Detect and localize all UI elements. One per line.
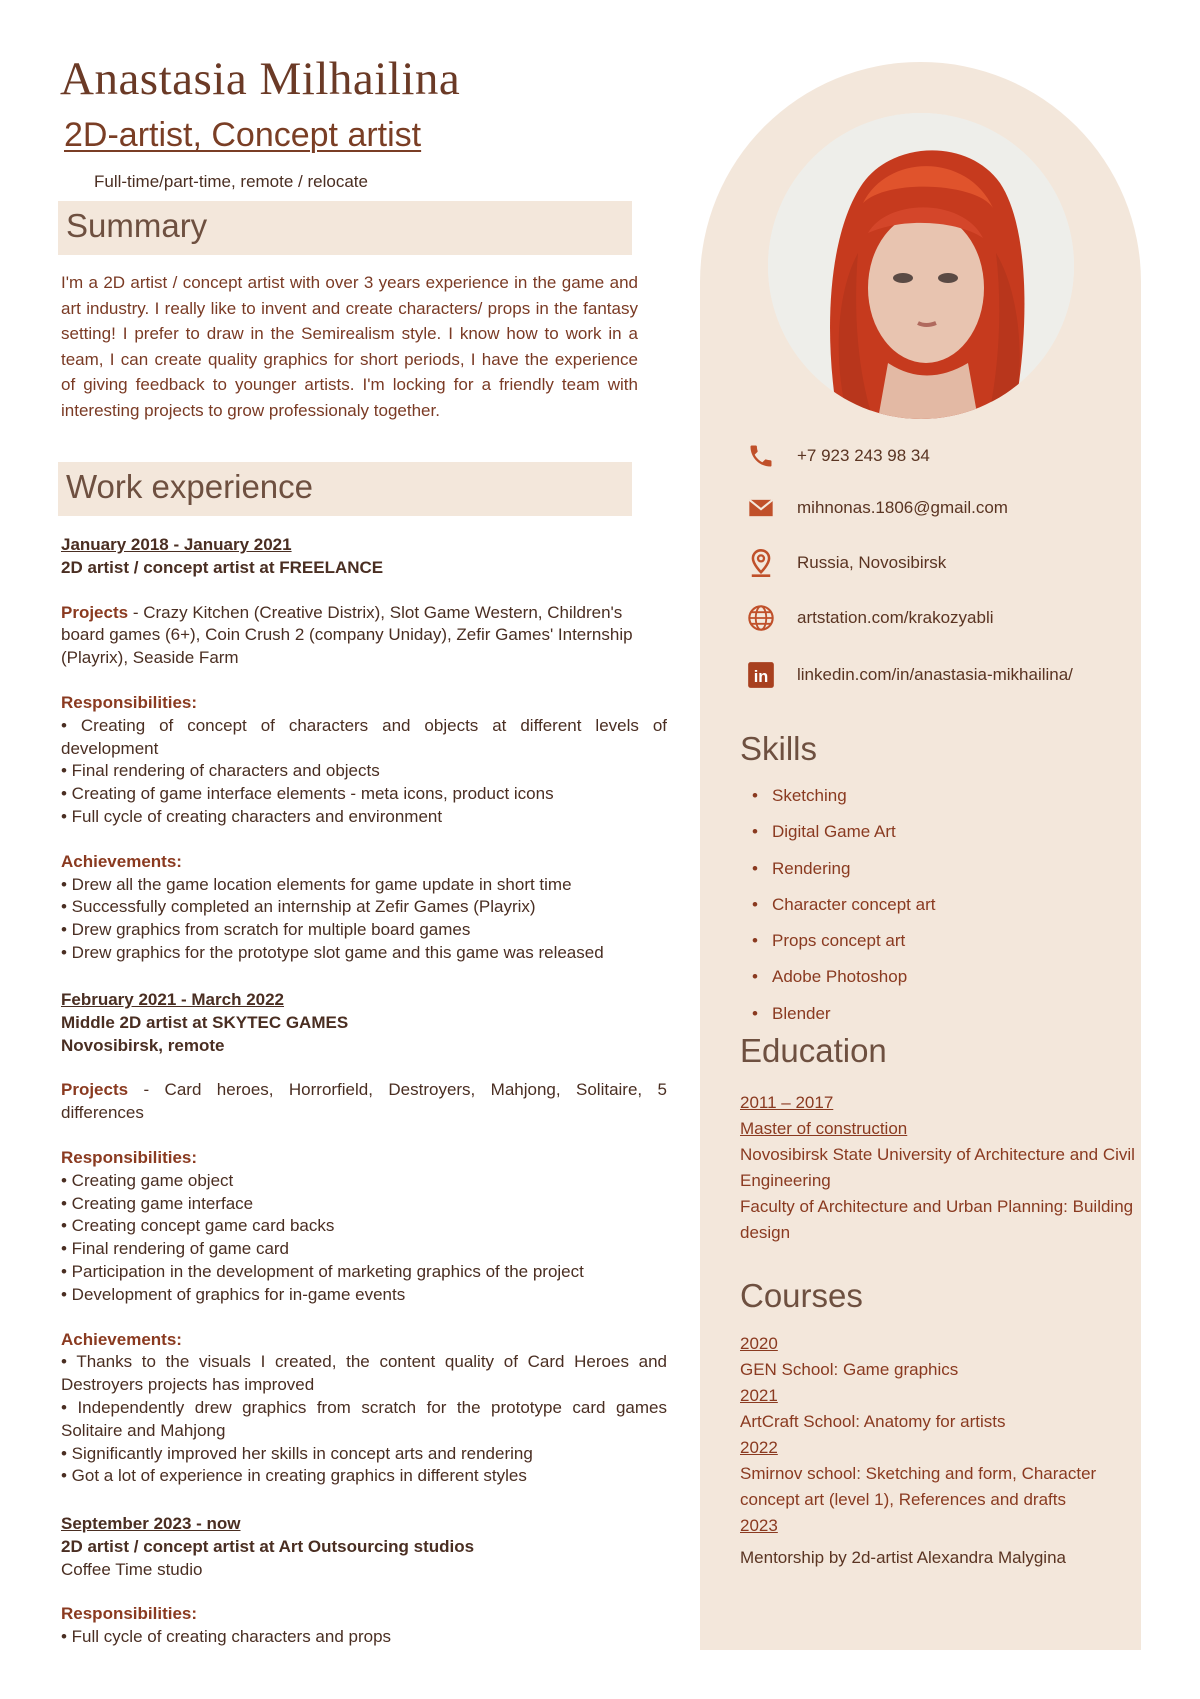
responsibilities-label: Responsibilities: [61, 1604, 198, 1624]
education-block [740, 1090, 1140, 1246]
responsibilities-label: Responsibilities: [61, 692, 198, 712]
achievements-label: Achievements: [61, 851, 182, 871]
list-item: • Full cycle of creating characters and environment [61, 806, 443, 826]
linkedin-link[interactable]: linkedin.com/in/anastasia-mikhailina/ [797, 665, 1073, 684]
list-item: • Development of graphics for in-game events [61, 1284, 406, 1304]
skill-item: • Props concept art [752, 923, 935, 959]
list-item: • Final rendering of characters and objects [61, 761, 380, 781]
list-item: • Creating game object [61, 1170, 234, 1190]
list-item: • Creating concept game card backs [61, 1216, 335, 1236]
mail-icon [745, 492, 777, 524]
linkedin-icon [745, 659, 777, 691]
list-item: • Creating game interface [61, 1193, 254, 1213]
location-text: Russia, Novosibirsk [797, 553, 947, 572]
contact-phone[interactable] [745, 439, 930, 473]
skill-item: • Sketching [752, 778, 935, 814]
contact-location [745, 546, 946, 580]
availability-text: Full-time/part-time, remote / relocate [94, 172, 368, 191]
contact-artstation[interactable] [745, 601, 994, 635]
list-item: • Drew graphics from scratch for multiple board games [61, 920, 471, 940]
skill-item: • Rendering [752, 851, 935, 887]
course-year: 2023 [740, 1516, 778, 1535]
candidate-name: Anastasia Milhailina [60, 53, 461, 105]
projects-label: Projects [61, 1080, 129, 1100]
education-degree: Master of construction [740, 1119, 908, 1138]
list-item: • Full cycle of creating characters and props [61, 1627, 392, 1647]
job-title: Middle 2D artist at SKYTEC GAMES [61, 1012, 349, 1032]
work-heading: Work experience [66, 468, 314, 505]
job-title: 2D artist / concept artist at FREELANCE [61, 557, 384, 577]
education-university: Novosibirsk State University of Architecture and Civil Engineering [740, 1145, 1135, 1190]
job-entry-2 [61, 989, 671, 1488]
projects-text: - Card heroes, Horrorfield, Destroyers, Mahjong, Solitaire, 5 differences [61, 1080, 667, 1123]
education-years: 2011 – 2017 [740, 1093, 834, 1112]
list-item: • Final rendering of game card [61, 1239, 290, 1259]
artstation-link[interactable]: artstation.com/krakozyabli [797, 608, 994, 627]
responsibilities-label: Responsibilities: [61, 1147, 198, 1167]
phone-text: +7 923 243 98 34 [797, 446, 930, 465]
summary-text: I'm a 2D artist / concept artist with over 3 years experience in the game and art industry. I really like to invent and create characters/ props in the fantasy setting! I prefer to draw in the Semirealism style. I know how to work in a team, I can create quality graphics for short periods, I have the experience of giving feedback to younger artists. I'm locking for a friendly team with interesting projects to grow professionaly together. [61, 273, 638, 420]
courses-block [740, 1331, 1140, 1571]
phone-icon [745, 440, 777, 472]
skills-heading: Skills [740, 730, 818, 767]
job-projects [61, 1079, 667, 1125]
courses-heading: Courses [740, 1277, 863, 1314]
course-name: Smirnov school: Sketching and form, Character concept art (level 1), References and drafts [740, 1464, 1097, 1509]
list-item: • Drew all the game location elements for game update in short time [61, 874, 572, 894]
job-date: January 2018 - January 2021 [61, 535, 292, 554]
course-name: GEN School: Game graphics [740, 1360, 959, 1379]
projects-label: Projects [61, 602, 129, 622]
list-item: • Participation in the development of marketing graphics of the project [61, 1261, 584, 1281]
location-pin-icon [745, 547, 777, 579]
profile-photo [768, 113, 1074, 419]
list-item: • Creating of game interface elements - meta icons, product icons [61, 784, 554, 804]
course-name: ArtCraft School: Anatomy for artists [740, 1412, 1006, 1431]
skill-item: • Character concept art [752, 887, 935, 923]
work-heading-band [58, 462, 632, 516]
job-entry-3 [61, 1513, 671, 1649]
summary-heading: Summary [66, 207, 208, 244]
course-year: 2022 [740, 1438, 778, 1457]
contact-linkedin[interactable] [745, 658, 1073, 692]
list-item: • Significantly improved her skills in concept arts and rendering [61, 1443, 533, 1463]
list-item: • Drew graphics for the prototype slot game and this game was released [61, 942, 604, 962]
list-item: • Independently drew graphics from scratch for the prototype card games Solitaire and Mahjong [61, 1397, 667, 1440]
skill-item: • Adobe Photoshop [752, 959, 935, 995]
list-item: • Creating of concept of characters and objects at different levels of development [61, 715, 667, 758]
job-date: September 2023 - now [61, 1514, 241, 1533]
job-location: Novosibirsk, remote [61, 1035, 225, 1055]
course-year: 2020 [740, 1334, 778, 1353]
job-title: 2D artist / concept artist at Art Outsourcing studios [61, 1536, 475, 1556]
list-item: • Successfully completed an internship at Zefir Games (Playrix) [61, 897, 536, 917]
education-heading: Education [740, 1032, 887, 1069]
job-entry-1 [61, 534, 671, 965]
skill-item: • Digital Game Art [752, 814, 935, 850]
list-item: • Thanks to the visuals I created, the content quality of Card Heroes and Destroyers projects has improved [61, 1352, 667, 1395]
skills-list [752, 778, 935, 1032]
list-item: • Got a lot of experience in creating graphics in different styles [61, 1466, 527, 1486]
summary-heading-band [58, 201, 632, 255]
portrait-illustration [768, 113, 1074, 419]
contact-email[interactable] [745, 491, 1008, 525]
course-year: 2021 [740, 1386, 778, 1405]
globe-icon [745, 602, 777, 634]
achievements-label: Achievements: [61, 1329, 182, 1349]
job-date: February 2021 - March 2022 [61, 990, 285, 1009]
svg-text:in: in [753, 668, 769, 686]
education-faculty: Faculty of Architecture and Urban Planning: Building design [740, 1197, 1134, 1242]
email-text: mihnonas.1806@gmail.com [797, 498, 1008, 517]
job-projects [61, 602, 667, 670]
skill-item: • Blender [752, 996, 935, 1032]
job-company: Coffee Time studio [61, 1559, 203, 1579]
candidate-role: 2D-artist, Concept artist [64, 116, 422, 154]
projects-text: - Crazy Kitchen (Creative Distrix), Slot Game Western, Children's board games (6+), Coin Crush 2 (company Uniday), Zefir Games' Internship (Playrix), Seaside Farm [61, 602, 633, 668]
course-name: Mentorship by 2d-artist Alexandra Malygina [740, 1548, 1066, 1567]
